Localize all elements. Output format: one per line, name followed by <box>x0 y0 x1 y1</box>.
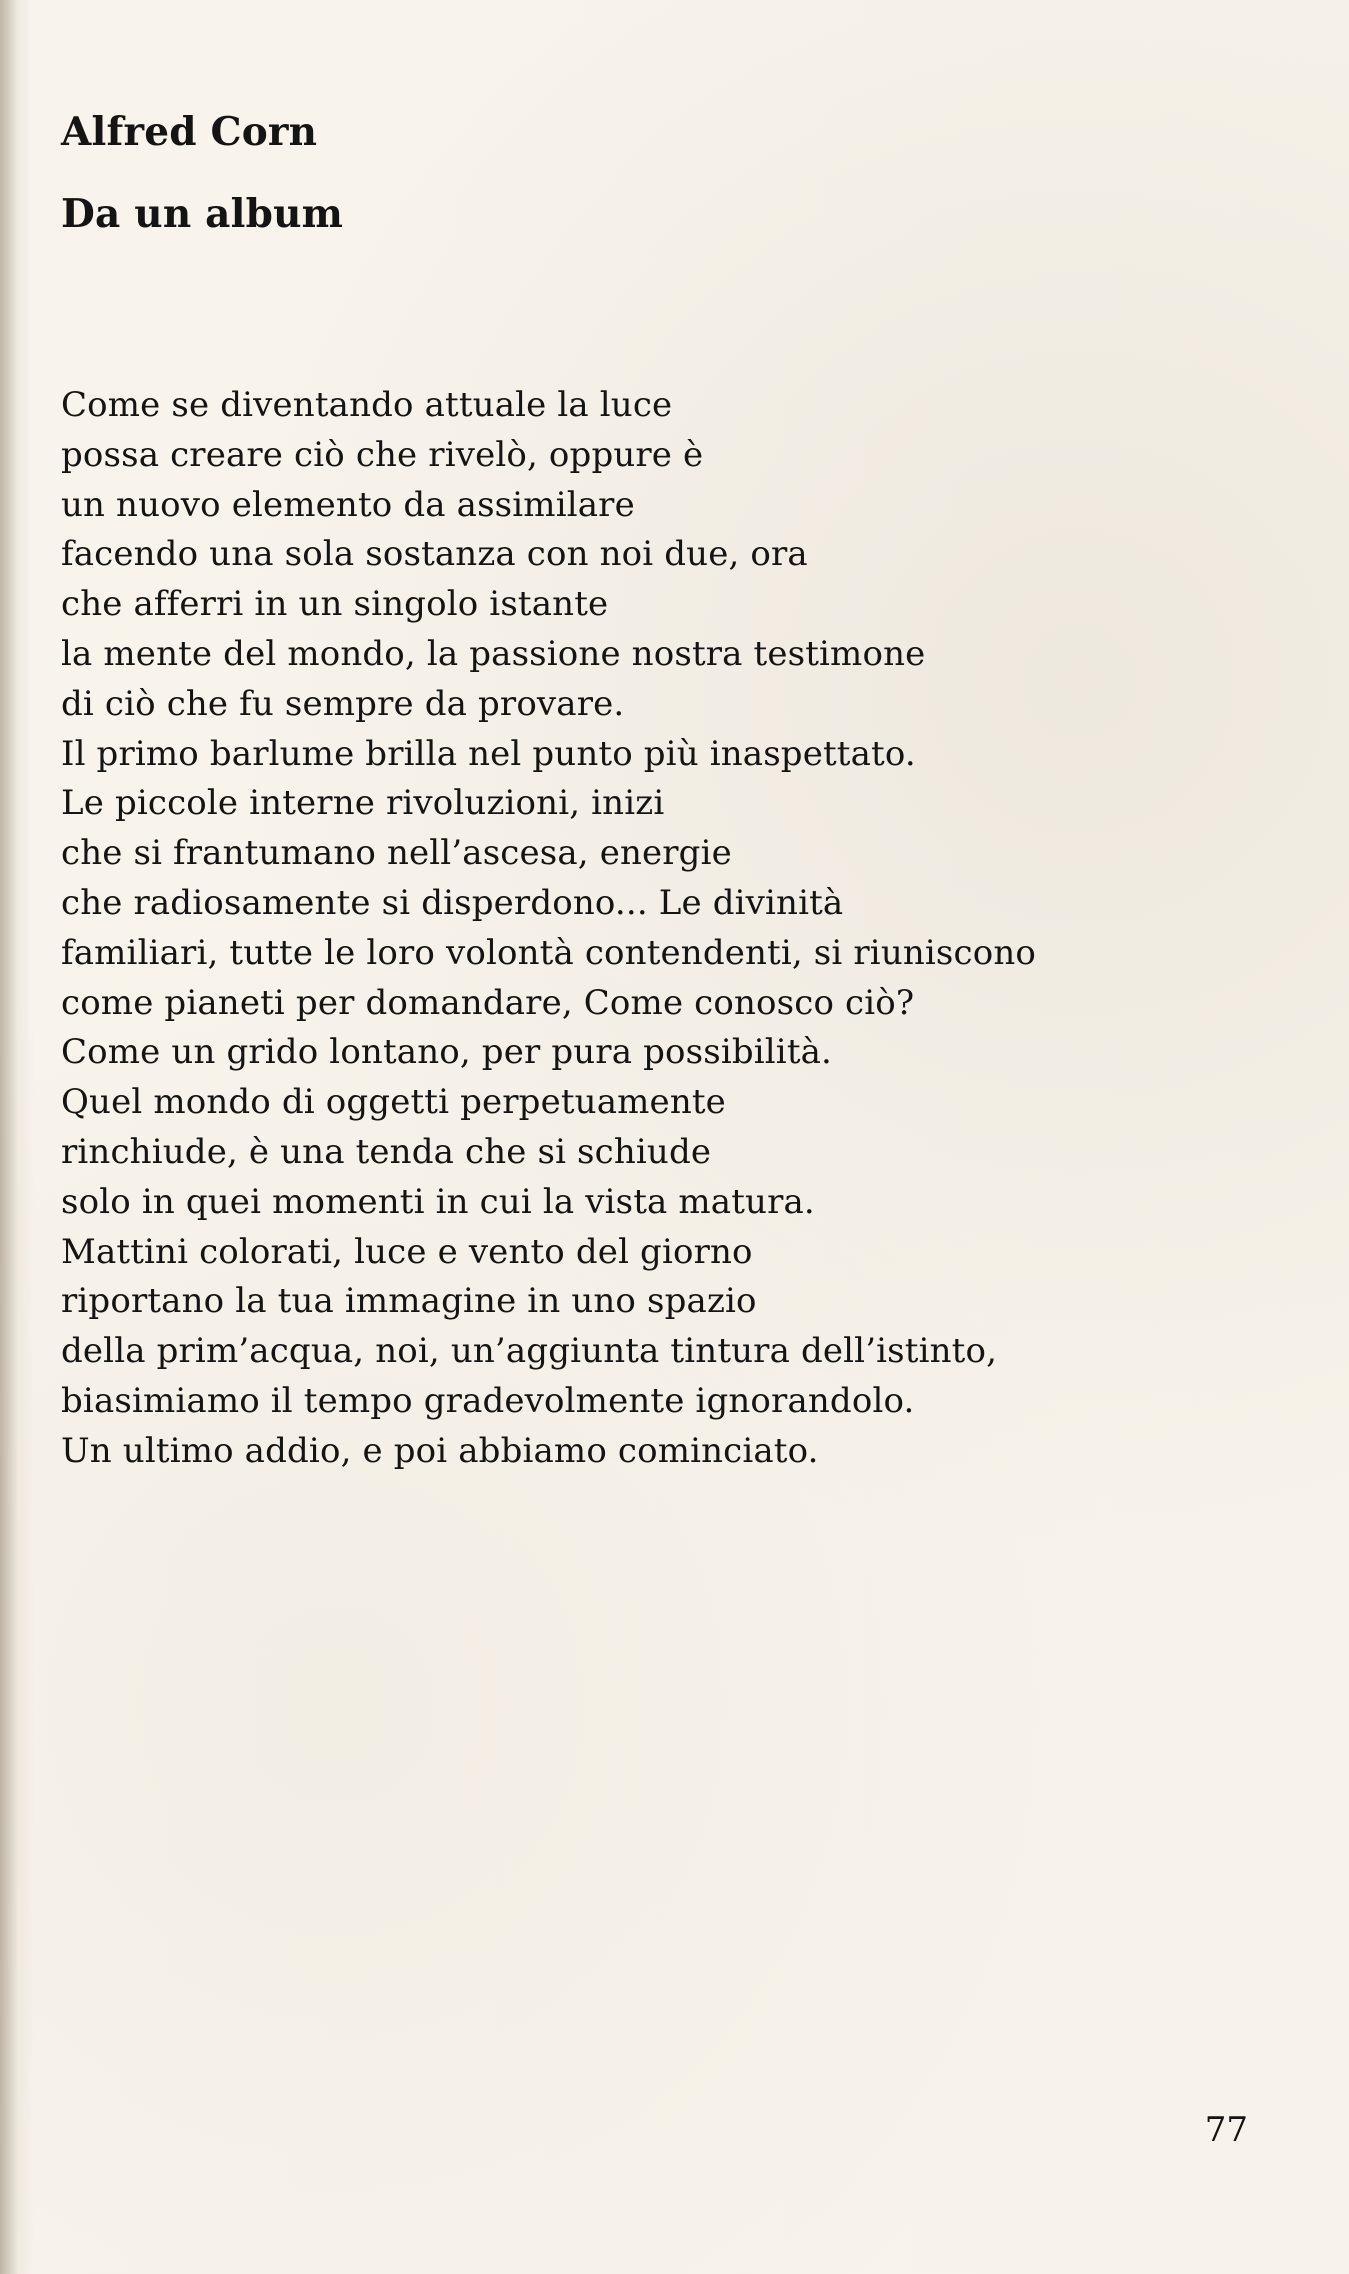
poem-line: possa creare ciò che rivelò, oppure è <box>61 434 704 475</box>
poem-line: che radiosamente si disperdono... Le divinità <box>61 882 844 923</box>
poem-line: della prim’acqua, noi, un’aggiunta tintura dell’istinto, <box>61 1331 998 1372</box>
poem-line: Mattini colorati, luce e vento del giorno <box>61 1231 753 1272</box>
poem-text <box>61 381 1241 1477</box>
poem-line: rinchiude, è una tenda che si schiude <box>61 1131 712 1172</box>
page-spine-shadow <box>0 0 18 2274</box>
poem-line: Un ultimo addio, e poi abbiamo cominciato. <box>61 1430 819 1471</box>
poem-line: riportano la tua immagine in uno spazio <box>61 1281 757 1322</box>
poem-line: Come un grido lontano, per pura possibilità. <box>61 1032 833 1073</box>
poem-line: Quel mondo di oggetti perpetuamente <box>61 1082 726 1123</box>
poem-line: come pianeti per domandare, Come conosco ciò? <box>61 982 915 1023</box>
poem-line: facendo una sola sostanza con noi due, ora <box>61 534 808 575</box>
poem-line: familiari, tutte le loro volontà contendenti, si riuniscono <box>61 932 1037 973</box>
poem-line: Le piccole interne rivoluzioni, inizi <box>61 783 665 824</box>
poem-line: che afferri in un singolo istante <box>61 584 609 625</box>
poem-line: Il primo barlume brilla nel punto più inaspettato. <box>61 733 916 774</box>
poem-line: la mente del mondo, la passione nostra testimone <box>61 633 926 674</box>
poem-line: Come se diventando attuale la luce <box>61 385 673 425</box>
poem-line: di ciò che fu sempre da provare. <box>61 683 625 724</box>
poem-line: un nuovo elemento da assimilare <box>61 484 635 525</box>
poem-author: Alfred Corn <box>61 109 318 155</box>
page-number: 77 <box>1204 2110 1248 2150</box>
poem-title: Da un album <box>61 191 344 237</box>
poem-line: biasimiamo il tempo gradevolmente ignorandolo. <box>61 1380 915 1421</box>
poem-line: solo in quei momenti in cui la vista matura. <box>61 1181 815 1222</box>
poem-line: che si frantumano nell’ascesa, energie <box>61 833 732 874</box>
